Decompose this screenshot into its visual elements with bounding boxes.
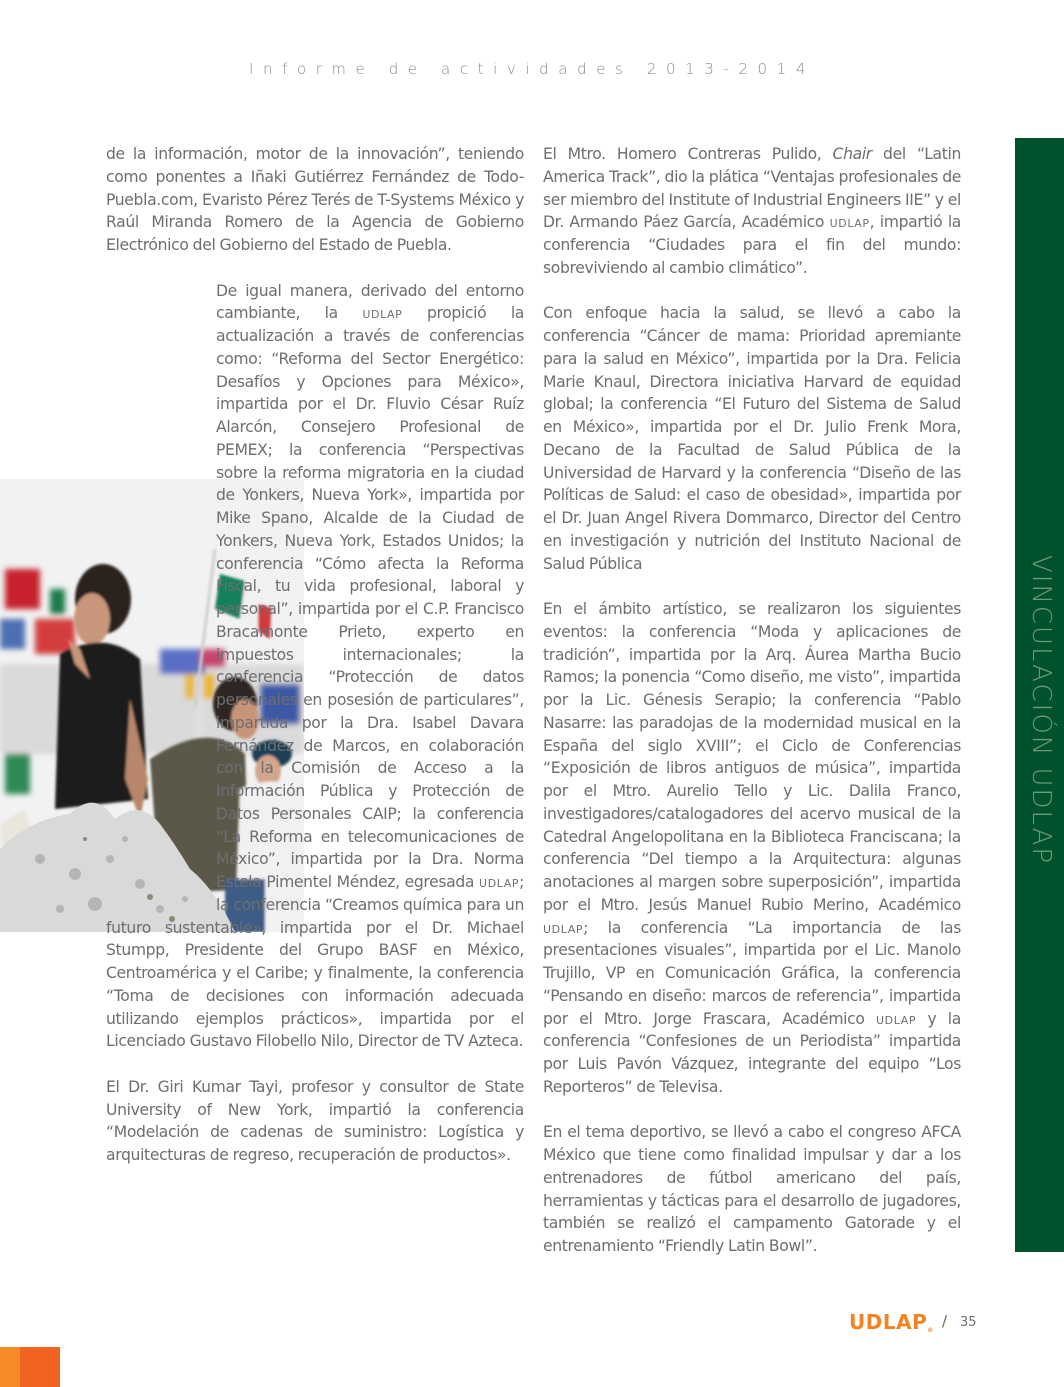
paragraph-latin-america-track: El Mtro. Homero Contreras Pulido, Chair del “Latin America Track”, dio la plática “Ventajas profesionales de ser miembro del Institute of Industrial Engineers IIE” y el Dr. Armando Páez García, Académico udlap, impartió la conferencia “Ciudades para el fin del mundo: sobreviviendo al cambio climático”. bbox=[543, 145, 962, 277]
udlap-small-caps: udlap bbox=[362, 304, 403, 323]
udlap-small-caps: udlap bbox=[876, 1009, 917, 1028]
page-number: 35 bbox=[960, 1315, 977, 1330]
paragraph-conferences-updates: De igual manera, derivado del entorno cambiante, la udlap propició la actualización a través de conferencias como: “Reforma del Sector Energético: Desafíos y Opciones para México», impartida por el Dr. Fluvio César Ruíz Alarcón, Consejero Profesional de PEMEX; la conferencia “Perspectivas sobre la reforma migratoria en la ciudad de Yonkers, Nueva York», impartida por Mike Spano, Alcalde de la Ciudad de Yonkers, Nueva York, Estados Unidos; la conferencia “Cómo afecta la Reforma Fiscal, tu vida profesional, laboral y personal”, impartida por el C.P. Francisco Bracamonte Prieto, experto en impuestos internacionales; la conferencia “Protección de datos personales en posesión de particulares”, impartida por la Dra. Isabel Davara Fernández de Marcos, en colaboración con la Comisión de Acceso a la Información Pública y Protección de Datos Personales CAIP; la conferencia “La Reforma en telecomunicaciones de México”, impartida por la Dra. Norma Estela Pimentel Méndez, egresada udlap; la conferencia “Creamos química para un futuro sustentable», impartida por el Dr. Michael Stumpp, Presidente del Grupo BASF en México, Centroamérica y el Caribe; y finalmente, la conferencia “Toma de decisiones con información adecuada utilizando ejemplos prácticos», impartida por el Licenciado Gustavo Filobello Nilo, Director de TV Azteca. bbox=[106, 280, 524, 1054]
registered-mark: ® bbox=[927, 1327, 934, 1334]
paragraph-artistic: En el ámbito artístico, se realizaron los siguientes eventos: la conferencia “Moda y aplicaciones de tradición”, impartida por la Arq. Áurea Martha Bucio Ramos; la ponencia “Como diseño, me visto”, impartida por la Lic. Génesis Serapio; la conferencia “Pablo Nasarre: las paradojas de la modernidad musical en la España del siglo XVIII”; el Ciclo de Conferencias “Exposición de libros antiguos de música”, impartida por el Mtro. Aurelio Tello y Lic. Dalila Franco, investigadores/catalogadores del acervo musical de la Catedral Angelopolitana en la Biblioteca Franciscana; la conferencia “Del tiempo a la Arquitectura: algunas anotaciones al margen sobre superposición”, impartida por el Mtro. Jesús Manuel Rubio Merino, Académico udlap; la conferencia “La importancia de las presentaciones visuales”, impartida por el Lic. Manolo Trujillo, VP en Comunicación Gráfica, la conferencia “Pensando en diseño: marcos de referencia”, impartida por el Mtro. Jorge Frascara, Académico udlap y la conferencia “Confesiones de un Periodista” impartida por Luis Pavón Vázquez, integrante del equipo “Los Reporteros” de Televisa. bbox=[543, 600, 961, 1096]
paragraph-health: Con enfoque hacia la salud, se llevó a cabo la conferencia “Cáncer de mama: Prioridad apremiante para la salud en México”, impartida por la Dra. Felicia Marie Knaul, Directora iniciativa Harvard de equidad global; la conferencia “El Futuro del Sistema de Salud en México», impartida por el Dr. Julio Frenk Mora, Decano de la Facultad de Salud Pública de la Universidad de Harvard y la conferencia “Diseño de las Políticas de Salud: el caso de obesidad», impartida por el Dr. Juan Angel Rivera Dommarco, Director del Centro en investigación y nutrición del Instituto Nacional de Salud Pública bbox=[543, 304, 961, 573]
chair-italic: Chair bbox=[832, 145, 872, 163]
page-separator: / bbox=[942, 1312, 948, 1330]
paragraph-information-innovation: de la información, motor de la innovación”, teniendo como ponentes a Iñaki Gutiérrez Fernández de Todo-Puebla.com, Evaristo Pérez Terés de T-Systems México y Raúl Miranda Romero de la Agencia de Gobierno Electrónico del Gobierno del Estado de Puebla. bbox=[106, 145, 524, 254]
paragraph-supply-chain: El Dr. Giri Kumar Tayi, profesor y consultor de State University of New York, impartió la conferencia “Modelación de cadenas de suministro: Logística y arquitecturas de regreso, recuperación de productos». bbox=[106, 1077, 524, 1164]
section-sidebar-label: VINCULACIÓN UDLAP bbox=[1026, 555, 1056, 866]
udlap-small-caps: udlap bbox=[479, 873, 520, 891]
report-header-title: Informe de actividades 2013-2014 bbox=[249, 60, 815, 78]
paragraph-sports: En el tema deportivo, se llevó a cabo el congreso AFCA México que tiene como finalidad impulsar y dar a los entrenadores de fútbol americano del país, herramientas y tácticas para el desarrollo de jugadores, también se realizó el campamento Gatorade y el entrenamiento “Friendly Latin Bowl”. bbox=[543, 1123, 961, 1255]
udlap-logo: UDLAP® bbox=[849, 1310, 934, 1334]
photo-text-wrap-spacer bbox=[0, 462, 216, 915]
udlap-small-caps: udlap bbox=[829, 213, 870, 232]
udlap-small-caps: udlap bbox=[543, 918, 584, 937]
left-column bbox=[106, 143, 524, 1190]
orange-corner-block-light bbox=[0, 1347, 20, 1387]
right-column bbox=[543, 143, 961, 1281]
orange-corner-block-dark bbox=[20, 1347, 60, 1387]
